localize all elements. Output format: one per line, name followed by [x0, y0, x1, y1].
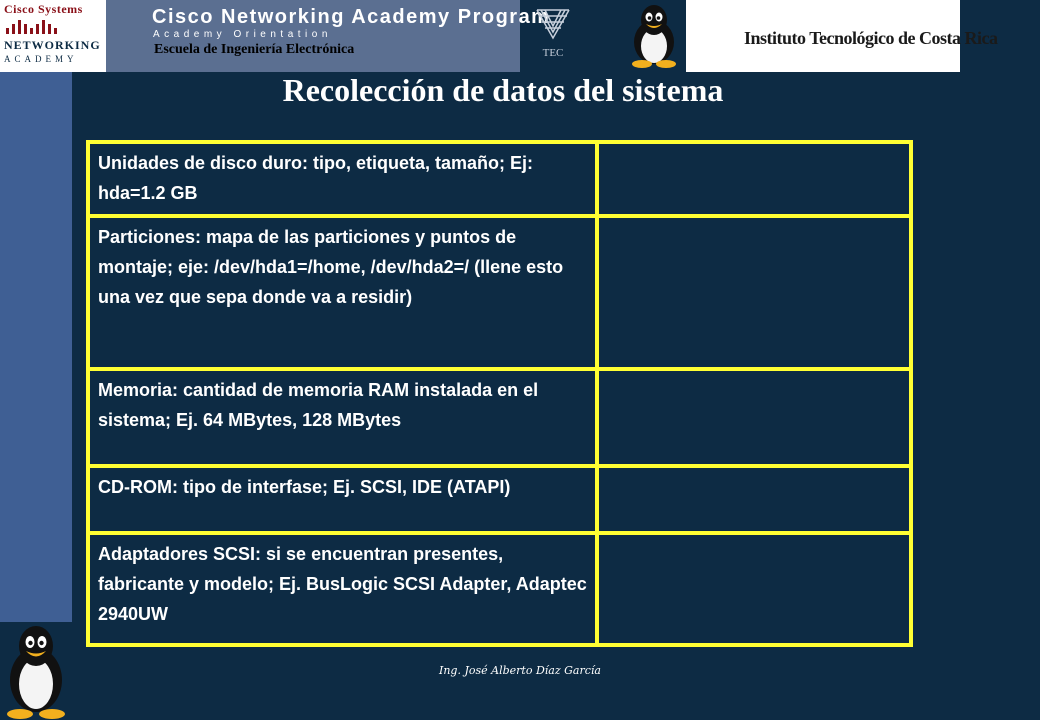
networking-wordmark: NETWORKING: [4, 38, 101, 52]
left-decorative-stripe: [0, 72, 72, 622]
author-footer: Ing. José Alberto Díaz García: [439, 664, 601, 677]
cisco-systems-wordmark: Cisco Systems: [4, 2, 83, 16]
academy-orientation-label: Academy Orientation: [153, 29, 332, 40]
itcr-logo: [686, 0, 998, 72]
row-value-hard-disks[interactable]: [597, 142, 911, 216]
tux-penguin-icon: [624, 2, 684, 68]
row-value-cdrom[interactable]: [597, 466, 911, 533]
row-label-cdrom: CD-ROM: tipo de interfase; Ej. SCSI, IDE (ATAPI): [88, 466, 597, 533]
slide-title: Recolección de datos del sistema: [282, 72, 724, 108]
table-row: [88, 142, 911, 216]
institution-name: Instituto Tecnológico de Costa Rica: [744, 28, 998, 48]
row-label-memory: Memoria: cantidad de memoria RAM instalada en el sistema; Ej. 64 MBytes, 128 MBytes: [88, 369, 597, 466]
row-value-memory[interactable]: [597, 369, 911, 466]
system-data-table: [86, 140, 913, 647]
row-label-partitions: Particiones: mapa de las particiones y puntos de montaje; eje: /dev/hda1=/home, /dev/hda2=/ (llene esto una vez que sepa donde va a residir): [88, 216, 597, 369]
school-name: Escuela de Ingeniería Electrónica: [154, 42, 355, 57]
program-title: Cisco Networking Academy Program: [152, 6, 551, 28]
tec-label: TEC: [542, 47, 564, 59]
row-label-hard-disks: Unidades de disco duro: tipo, etiqueta, tamaño; Ej: hda=1.2 GB: [88, 142, 597, 216]
row-value-scsi-adapters[interactable]: [597, 533, 911, 645]
table-row: [88, 466, 911, 533]
academy-wordmark: ACADEMY: [4, 54, 78, 64]
cisco-logo: [0, 0, 106, 72]
row-value-partitions[interactable]: [597, 216, 911, 369]
cisco-bridge-icon: [4, 18, 102, 36]
tec-logo-icon: [533, 4, 573, 64]
program-banner: [106, 0, 551, 72]
table-row: [88, 533, 911, 645]
table-row: [88, 369, 911, 466]
row-label-scsi-adapters: Adaptadores SCSI: si se encuentran presentes, fabricante y modelo; Ej. BusLogic SCSI Adapter, Adaptec 2940UW: [88, 533, 597, 645]
table-row: [88, 216, 911, 369]
